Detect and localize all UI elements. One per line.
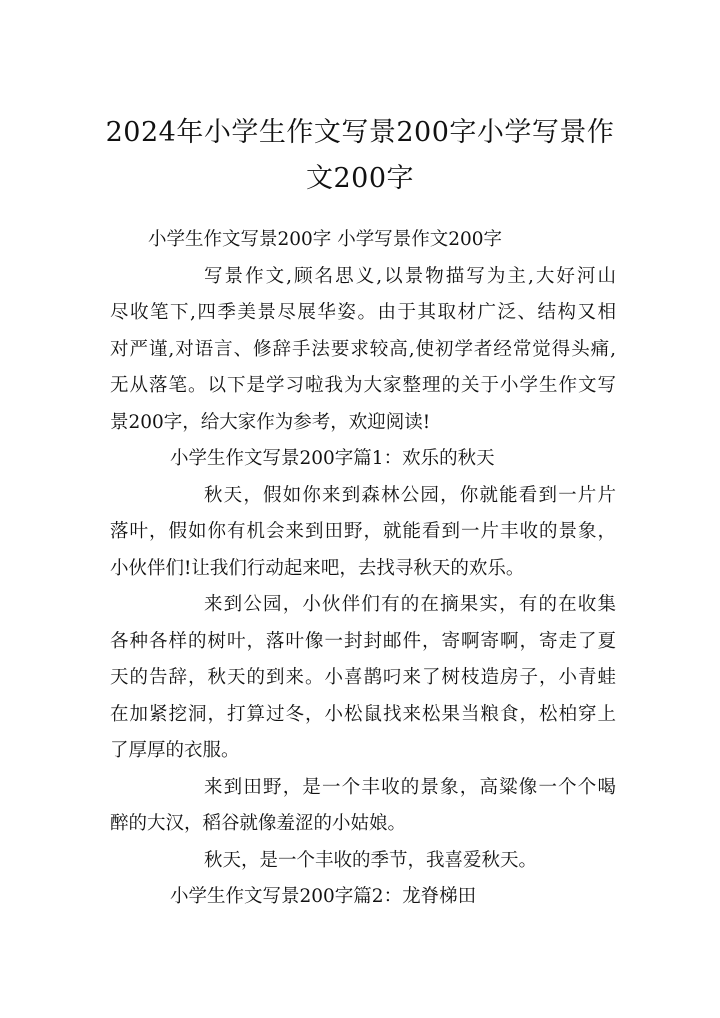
intro-line: 无从落笔。以下是学习啦我为大家整理的关于小学生作文写 [110,375,616,396]
paragraph-line: 秋天，假如你来到森林公园，你就能看到一片片 [204,484,616,506]
document-body [110,222,616,916]
paragraph-line: 来到田野，是一个丰收的景象，高粱像一个个喝 [204,776,616,798]
paragraph-line: 秋天，是一个丰收的季节，我喜爱秋天。 [204,849,538,871]
intro-line: 景200字，给大家作为参考，欢迎阅读! [110,411,431,433]
title-line-2: 文200字 [305,163,415,194]
paragraph-line: 落叶，假如你有机会来到田野，就能看到一片丰收的景象， [110,521,616,542]
intro-line: 尽收笔下,四季美景尽展华姿。由于其取材广泛、结构又相 [110,302,616,323]
paragraph-line: 了厚厚的衣服。 [110,740,240,761]
paragraph-line: 小伙伴们!让我们行动起来吧，去找寻秋天的欢乐。 [110,557,525,579]
paragraph-line: 天的告辞，秋天的到来。小喜鹊叼来了树枝造房子，小青蛙 [110,667,616,688]
paragraph-line: 各种各样的树叶，落叶像一封封邮件，寄啊寄啊，寄走了夏 [110,630,616,652]
intro-line: 写景作文,顾名思义,以景物描写为主,大好河山 [204,265,616,287]
paragraph-line: 来到公园，小伙伴们有的在摘果实，有的在收集 [204,594,616,615]
title-line-1: 2024年小学生作文写景200字小学写景作 [105,117,615,148]
intro-line: 对严谨,对语言、修辞手法要求较高,使初学者经常觉得头痛, [110,338,616,360]
paragraph-line: 在加紧挖洞，打算过冬，小松鼠找来松果当粮食，松柏穿上 [110,703,616,725]
section-heading-1: 小学生作文写景200字篇1：欢乐的秋天 [170,448,495,469]
section-heading-2: 小学生作文写景200字篇2：龙脊梯田 [170,886,477,907]
subtitle: 小学生作文写景200字 小学写景作文200字 [148,229,503,250]
paragraph-line: 醉的大汉，稻谷就像羞涩的小姑娘。 [110,813,407,834]
document-title [100,110,620,202]
